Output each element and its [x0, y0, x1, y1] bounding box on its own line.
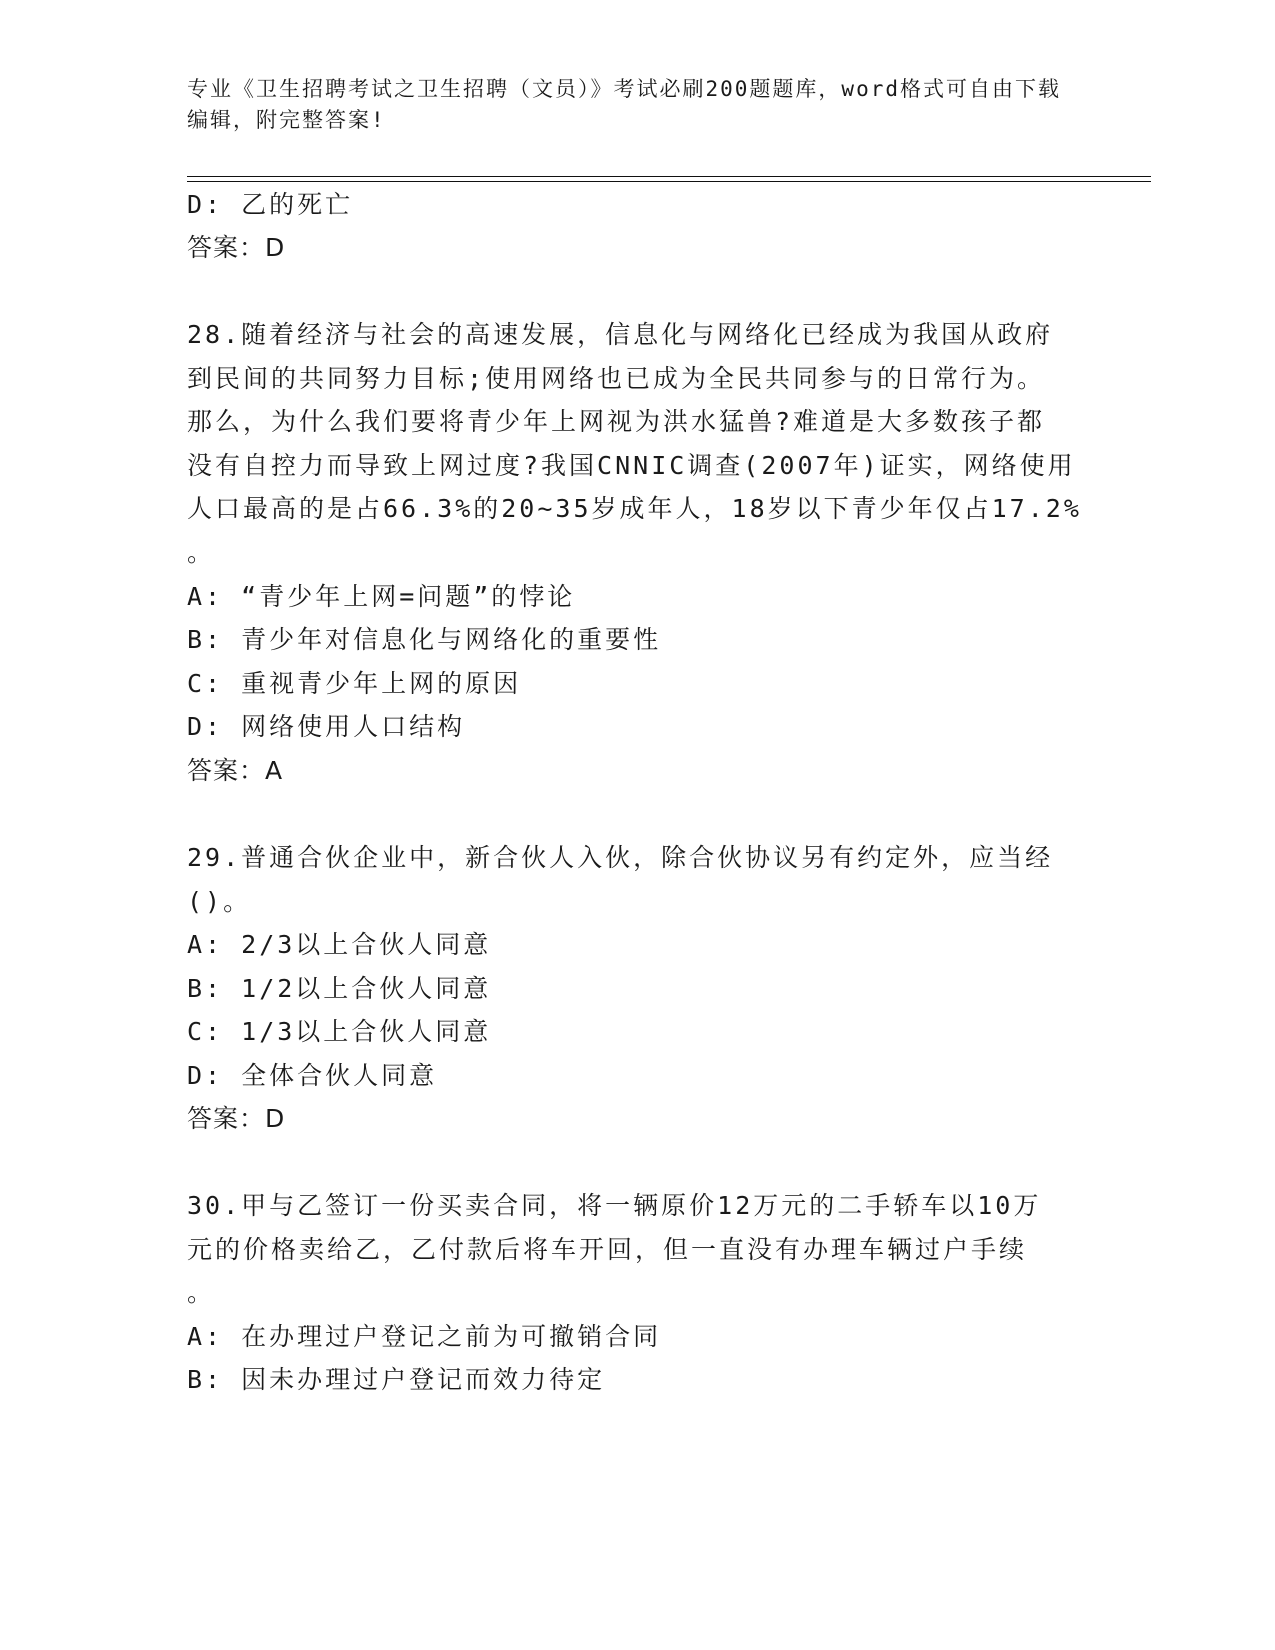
q28-option-d: D: 网络使用人口结构: [187, 712, 466, 741]
q29-stem-line: ()。: [187, 887, 252, 916]
q29-answer: 答案：D: [187, 1104, 286, 1133]
q28-stem-line: 到民间的共同努力目标;使用网络也已成为全民共同参与的日常行为。: [187, 364, 1046, 393]
q29-option-d: D: 全体合伙人同意: [187, 1061, 438, 1090]
q29-option-c: C: 1/3以上合伙人同意: [187, 1017, 492, 1046]
q28-option-c: C: 重视青少年上网的原因: [187, 669, 522, 698]
document-header: 专业《卫生招聘考试之卫生招聘（文员）》考试必刷200题题库，word格式可自由下载编辑，附完整答案!: [187, 77, 1061, 132]
q28-stem-line: 没有自控力而导致上网过度?我国CNNIC调查(2007年)证实，网络使用: [187, 451, 1076, 480]
q29-stem-line: 29.普通合伙企业中，新合伙人入伙，除合伙协议另有约定外，应当经: [187, 843, 1054, 872]
q30-option-a: A: 在办理过户登记之前为可撤销合同: [187, 1322, 662, 1351]
q29-option-a: A: 2/3以上合伙人同意: [187, 930, 492, 959]
q28-stem-line: 28.随着经济与社会的高速发展，信息化与网络化已经成为我国从政府: [187, 320, 1054, 349]
q28-stem-line: 那么，为什么我们要将青少年上网视为洪水猛兽?难道是大多数孩子都: [187, 407, 1046, 436]
header-divider-top: [187, 176, 1151, 177]
q30-stem-line: 元的价格卖给乙，乙付款后将车开回，但一直没有办理车辆过户手续: [187, 1235, 1028, 1264]
q28-option-a: A: “青少年上网=问题”的悖论: [187, 582, 576, 611]
q29-option-b: B: 1/2以上合伙人同意: [187, 974, 492, 1003]
prev-option-d: D: 乙的死亡: [187, 190, 354, 219]
q28-stem-line: 人口最高的是占66.3%的20~35岁成年人，18岁以下青少年仅占17.2%: [187, 494, 1082, 523]
q30-stem-line: 30.甲与乙签订一份买卖合同，将一辆原价12万元的二手轿车以10万: [187, 1191, 1042, 1220]
header-divider-bottom: [187, 181, 1151, 182]
q28-answer: 答案：A: [187, 756, 284, 785]
q30-stem-line: 。: [187, 1278, 216, 1307]
q30-option-b: B: 因未办理过户登记而效力待定: [187, 1365, 606, 1394]
prev-answer: 答案：D: [187, 233, 286, 262]
q28-stem-line: 。: [187, 538, 216, 567]
q28-option-b: B: 青少年对信息化与网络化的重要性: [187, 625, 662, 654]
